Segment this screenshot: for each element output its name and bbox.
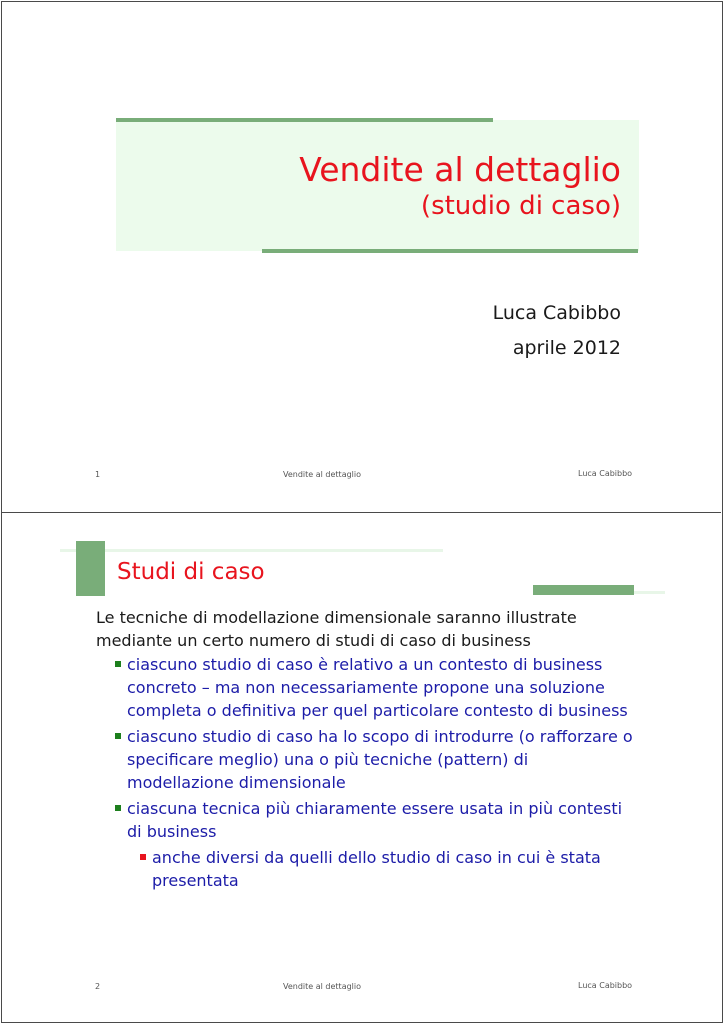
footer-title: Vendite al dettaglio xyxy=(283,982,362,991)
list-item xyxy=(96,725,636,794)
list-item xyxy=(96,653,636,722)
bullet-list xyxy=(96,653,636,892)
heading-decor-block xyxy=(76,541,105,596)
footer-page-number: 1 xyxy=(95,470,101,479)
slide-heading: Studi di caso xyxy=(117,559,265,585)
square-bullet-icon xyxy=(115,661,121,667)
footer-page-number: 2 xyxy=(95,982,101,991)
title-top-bar xyxy=(116,118,493,122)
square-bullet-icon xyxy=(115,805,121,811)
square-bullet-icon xyxy=(115,733,121,739)
bullet-text: ciascuna tecnica più chiaramente essere usata in più contesti di business xyxy=(127,799,623,841)
slide-title: Vendite al dettaglio xyxy=(299,150,621,189)
presentation-date: aprile 2012 xyxy=(512,337,621,359)
bullet-text: ciascuno studio di caso è relativo a un contesto di business concreto – ma non necessariamente propone una soluzione completa o definitiva per quel particolare contesto di business xyxy=(127,655,628,720)
heading-decor-line xyxy=(60,549,443,552)
author-name: Luca Cabibbo xyxy=(492,302,621,324)
footer-author: Luca Cabibbo xyxy=(578,469,633,478)
list-item xyxy=(96,797,636,843)
heading-right-bar xyxy=(533,585,634,595)
footer-title: Vendite al dettaglio xyxy=(283,470,362,479)
bullet-text: ciascuno studio di caso ha lo scopo di introdurre (o rafforzare o specificare meglio) una o più tecniche (pattern) di modellazione dimensionale xyxy=(127,727,633,792)
square-sub-bullet-icon xyxy=(140,854,146,860)
title-bottom-bar xyxy=(262,249,638,253)
slide-divider xyxy=(1,512,721,513)
footer-author: Luca Cabibbo xyxy=(578,981,633,990)
slide-subtitle: (studio di caso) xyxy=(420,191,621,221)
intro-text: Le tecniche di modellazione dimensionale saranno illustrate mediante un certo numero di studi di caso di business xyxy=(96,608,577,650)
sub-list-item xyxy=(96,846,636,892)
sub-bullet-text: anche diversi da quelli dello studio di caso in cui è stata presentata xyxy=(152,848,601,890)
